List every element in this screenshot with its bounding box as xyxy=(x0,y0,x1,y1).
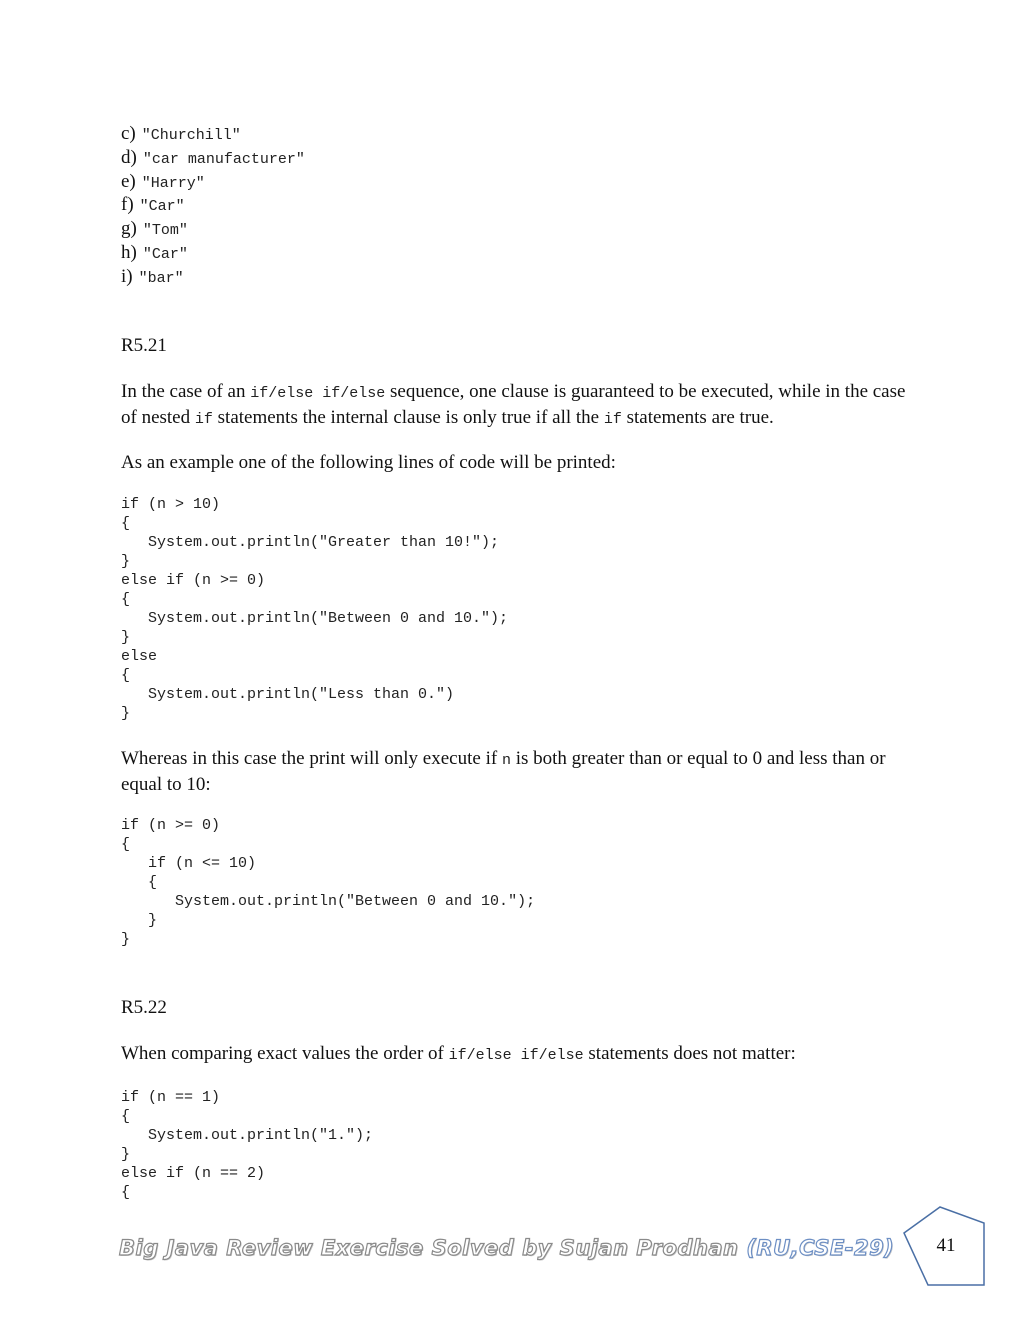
footer-credit: Big Java Review Exercise Solved by Sujan Prodhan (RU,CSE-29) xyxy=(119,1236,895,1260)
section-heading-r521: R5.21 xyxy=(121,335,167,356)
r521-paragraph-2: As an example one of the following lines of code will be printed: xyxy=(121,452,616,473)
answer-list xyxy=(121,122,305,289)
section-heading-r522: R5.22 xyxy=(121,997,167,1018)
list-item: c) "Churchill" xyxy=(121,123,241,144)
code-block-if-else-chain: if (n > 10) { System.out.println("Greater than 10!"); } else if (n >= 0) { System.out.println("Between 0 and 10."); } else { System.out.println("Less than 0.") } xyxy=(121,496,509,722)
list-item: g) "Tom" xyxy=(121,218,188,240)
r521-paragraph-1: In the case of an if/else if/else sequence, one clause is guaranteed to be executed, while in the case of nested if statements the internal clause is only true if all the if statements are true. xyxy=(121,381,906,428)
list-item: f) "Car" xyxy=(121,194,185,216)
code-block-exact-values: if (n == 1) { System.out.println("1."); } else if (n == 2) { xyxy=(121,1089,374,1201)
page-number: 41 xyxy=(936,1235,956,1256)
r521-paragraph-3: Whereas in this case the print will only execute if n is both greater than or equal to 0 and less than or equal to 10: xyxy=(121,748,886,795)
r522-paragraph-1: When comparing exact values the order of if/else if/else statements does not matter: xyxy=(121,1043,796,1064)
code-block-nested-if: if (n >= 0) { if (n <= 10) { System.out.println("Between 0 and 10."); } } xyxy=(121,817,536,948)
list-item: i) "bar" xyxy=(121,265,184,287)
list-item: d) "car manufacturer" xyxy=(121,146,305,168)
list-item: h) "Car" xyxy=(121,241,188,263)
list-item: e) "Harry" xyxy=(121,170,205,192)
